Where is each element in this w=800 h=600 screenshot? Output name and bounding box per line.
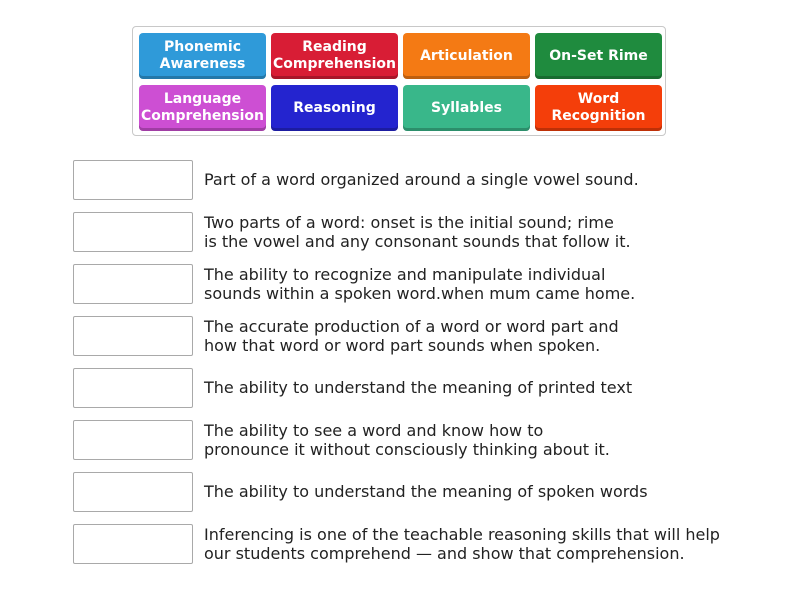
match-description: The ability to understand the meaning of spoken words [204, 482, 648, 502]
drop-zone[interactable] [73, 264, 193, 304]
tile-word-recognition[interactable]: Word Recognition [535, 85, 662, 131]
match-row [73, 160, 763, 200]
drop-zone[interactable] [73, 524, 193, 564]
match-description: The ability to recognize and manipulate individual sounds within a spoken word.when mum came home. [204, 264, 636, 303]
match-row [73, 368, 763, 408]
drop-zone[interactable] [73, 472, 193, 512]
match-row [73, 472, 763, 512]
tile-reasoning[interactable]: Reasoning [271, 85, 398, 131]
tile-reading-comprehension[interactable]: Reading Comprehension [271, 33, 398, 79]
tile-syllables[interactable]: Syllables [403, 85, 530, 131]
match-row [73, 212, 763, 252]
word-bank [132, 26, 666, 136]
drop-zone[interactable] [73, 212, 193, 252]
tile-on-set-rime[interactable]: On-Set Rime [535, 33, 662, 79]
match-description: Two parts of a word: onset is the initial sound; rime is the vowel and any consonant sounds that follow it. [204, 212, 631, 251]
match-description: The accurate production of a word or word part and how that word or word part sounds when spoken. [204, 316, 619, 355]
drop-zone[interactable] [73, 368, 193, 408]
match-row [73, 420, 763, 460]
tile-articulation[interactable]: Articulation [403, 33, 530, 79]
match-description: Part of a word organized around a single vowel sound. [204, 170, 639, 190]
tile-language-comprehension[interactable]: Language Comprehension [139, 85, 266, 131]
tile-phonemic-awareness[interactable]: Phonemic Awareness [139, 33, 266, 79]
match-row [73, 264, 763, 304]
match-description: The ability to see a word and know how to pronounce it without consciously thinking about it. [204, 420, 610, 459]
drop-zone[interactable] [73, 160, 193, 200]
match-description: Inferencing is one of the teachable reasoning skills that will help our students comprehend — and show that comprehension. [204, 524, 720, 563]
match-description: The ability to understand the meaning of printed text [204, 378, 633, 398]
match-row [73, 316, 763, 356]
match-row [73, 524, 763, 564]
drop-zone[interactable] [73, 316, 193, 356]
drop-zone[interactable] [73, 420, 193, 460]
